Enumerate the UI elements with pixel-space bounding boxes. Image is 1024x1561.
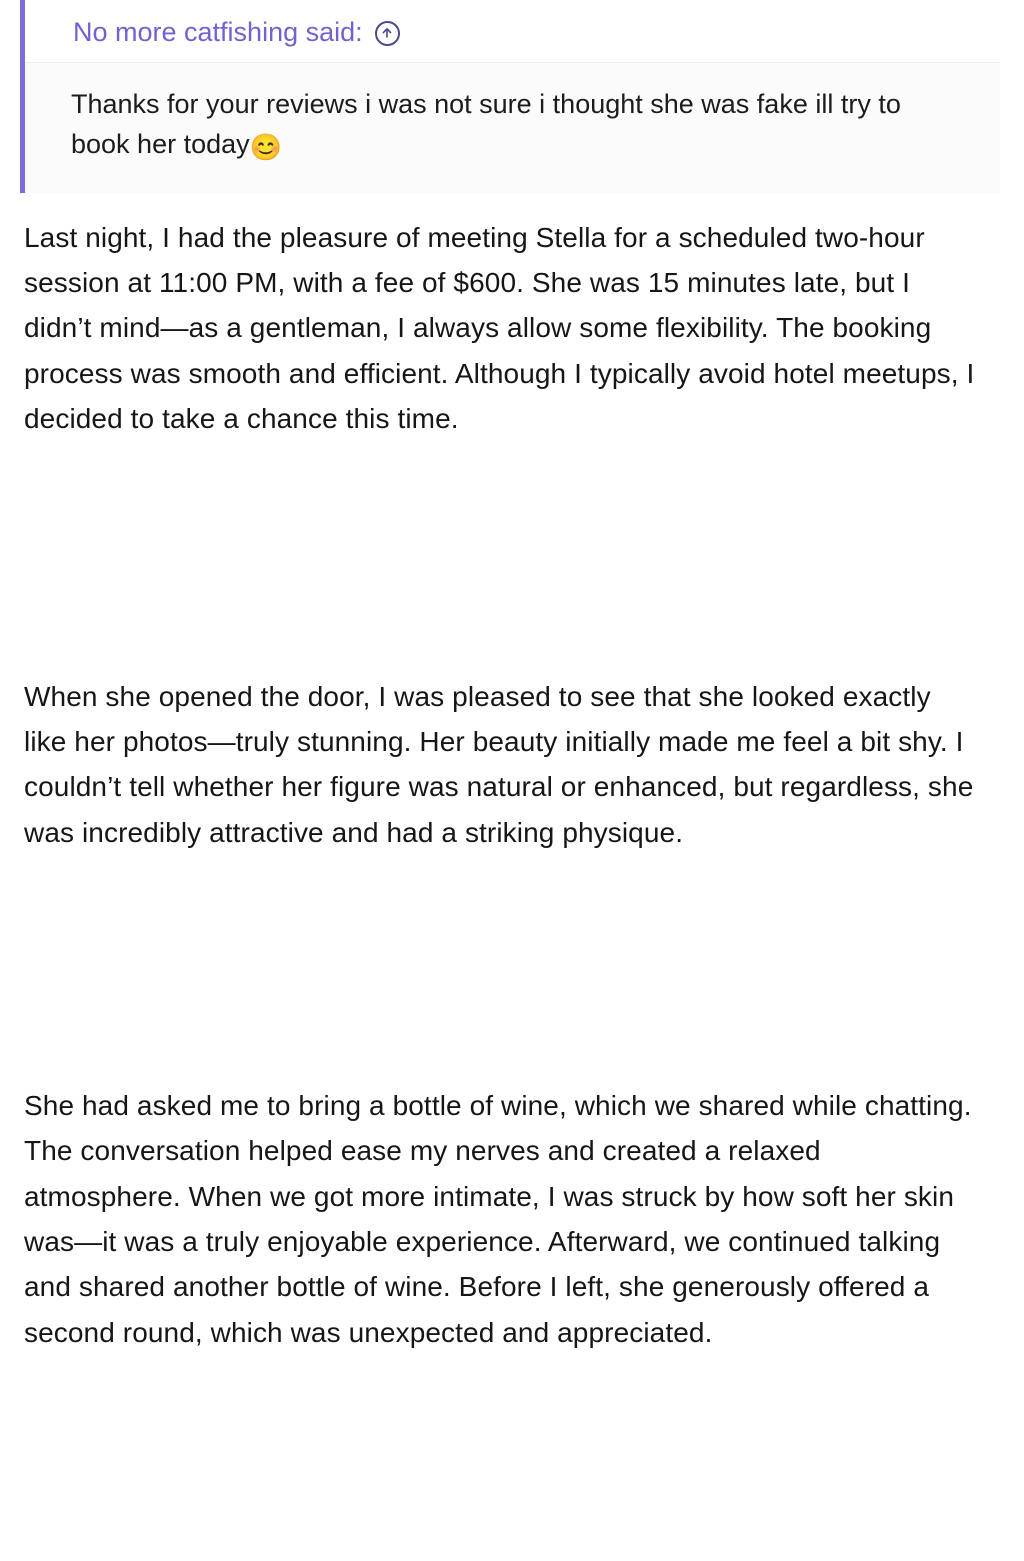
review-body — [0, 215, 1024, 1355]
content-spacer-1 — [24, 442, 980, 674]
arrow-up-circle-icon[interactable] — [375, 21, 400, 46]
review-paragraph-1: Last night, I had the pleasure of meeting Stella for a scheduled two-hour session at 11:00 PM, with a fee of $600. She was 15 minutes late, but I didn’t mind—as a gentleman, I always allow some flexibility. The booking process was smooth and efficient. Although I typically avoid hotel meetups, I decided to take a chance this time. — [24, 221, 975, 435]
quote-author-name: No more catfishing said: — [73, 17, 363, 47]
review-paragraph-3: She had asked me to bring a bottle of wine, which we shared while chatting. The conversation helped ease my nerves and created a relaxed atmosphere. When we got more intimate, I was struck by how soft her skin was—it was a truly enjoyable experience. Afterward, we continued talking and shared another bottle of wine. Before I left, she generously offered a second round, which was unexpected and appreciated. — [24, 1089, 972, 1348]
quote-attribution — [25, 0, 1000, 63]
review-paragraph-2: When she opened the door, I was pleased to see that she looked exactly like her photos—truly stunning. Her beauty initially made me feel a bit shy. I couldn’t tell whether her figure was natural or enhanced, but regardless, she was incredibly attractive and had a striking physique. — [24, 680, 974, 848]
content-spacer-2 — [24, 855, 980, 1083]
quote-text: Thanks for your reviews i was not sure i thought she was fake ill try to book her today — [71, 89, 901, 159]
quoted-post — [20, 0, 1000, 193]
quote-text-wrapper — [25, 63, 1000, 192]
smiling-face-emoji: 😊 — [249, 131, 282, 162]
